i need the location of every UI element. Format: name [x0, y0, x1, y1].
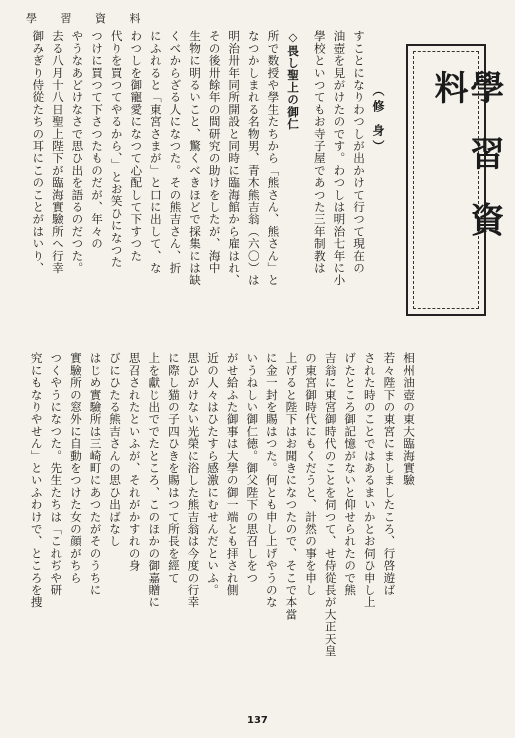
text-line: 代りを買つてやるから、」とお笑ひになつた: [109, 30, 124, 269]
text-line: [306, 30, 309, 348]
text-line: はじめ實驗所は三崎町にあつたがそのうちに: [88, 352, 103, 596]
text-line: 上を獻じ出ででたところ、このほかの御嘉贈に: [147, 352, 162, 609]
left-text-block: [26, 30, 302, 348]
text-line: 若々陛下の東宮にましましたころ、行啓遊ば: [382, 352, 397, 596]
text-line: 學校といつてもお寺子屋であつた三年制教は: [312, 30, 327, 274]
text-line: 明治卅年同所開設と同時に臨海館から雇はれ、: [227, 30, 242, 287]
text-line: 油壺を見がけたのです。わつしは明治七年に小: [332, 30, 347, 287]
text-line: 吉翁に東宮御時代のことを伺つて、せ侍從長が大正天皇: [323, 352, 338, 657]
text-line: の東宮御時代にもくだうと、計然の事を申し: [304, 352, 319, 596]
text-line: びにひたる熊吉さんの思ひ出ばなし: [108, 352, 123, 548]
text-line: くべからざる人になつた。その熊吉さん、折: [168, 30, 183, 274]
right-text-block: [26, 352, 418, 708]
text-line: つくやうになつた。先生たちは「これぢや研: [49, 352, 64, 596]
text-line: にふれると「東宮さまが」と口に出して、な: [148, 30, 163, 274]
text-line: 思召されたといふが、それがかすれの身: [127, 352, 142, 572]
text-line: 去る八月十八日聖上陛下が臨海實驗所へ行幸: [50, 30, 65, 274]
text-line: 御みぎり侍從たちの耳にこのことがはいり、: [31, 30, 46, 274]
text-line: つけに買つて下さつたものだが、年々の: [90, 30, 105, 250]
text-line: すことになりわつしが出かけて行つて現在の: [352, 30, 366, 274]
text-line: 實驗所の窓外に自動をつけた女の顔がちら: [68, 352, 83, 584]
running-header: 學 習 資 料: [26, 12, 151, 25]
text-line: 生物に明るいこと、驚くべきほどで採集には缺: [188, 30, 203, 287]
text-line: やうなあどけなさで思ひ出を語るのだつた。: [70, 30, 85, 274]
text-line: に金一封を賜はつた。何とも申し上げやうのな: [264, 352, 279, 609]
article-author: （修 身）: [371, 84, 385, 157]
text-line: 上げると陛下はお聞きになつたので、そこで本當: [284, 352, 299, 621]
text-line: いうねしい御仁徳。御父陛下の思召しをつ: [245, 352, 260, 584]
text-line: 究にもなりやせん」といふわけで、ところを捜: [29, 352, 44, 609]
text-line: その後卅餘年の間研究の助けをしたが、海中: [207, 30, 222, 274]
lower-right-text-block: [306, 30, 368, 348]
article-title: 學習資料: [428, 70, 504, 268]
text-line: ◇畏し聖上の御仁: [286, 30, 300, 130]
text-line: わつしを御寵愛になつて心配して下すつた: [129, 30, 144, 262]
text-line: げたところ御記憶がないと仰せられたので熊: [343, 352, 358, 596]
text-line: に際し猫の子四ひきを賜はつて所長を經て: [166, 352, 181, 584]
text-line: がせ給ふた御事は大學の御一端とも拝され側: [225, 352, 240, 596]
title-box: [406, 44, 504, 316]
text-line: 相州油壺の東大臨海實驗: [402, 352, 416, 487]
text-line: 近の人々はひたすら感激にむせんだといふ。: [206, 352, 221, 596]
text-line: 思ひがけない光榮に浴した熊吉翁は今度の行幸: [186, 352, 201, 609]
text-line: 所で数授や學生たちから「熊さん、熊さん」と: [266, 30, 281, 287]
text-line: された時のことではあるまいかとお伺ひ申し上: [362, 352, 377, 609]
text-line: なつかしまれる名物男、青木熊吉翁（六〇）は: [246, 30, 261, 287]
page-number: 137: [247, 715, 268, 726]
